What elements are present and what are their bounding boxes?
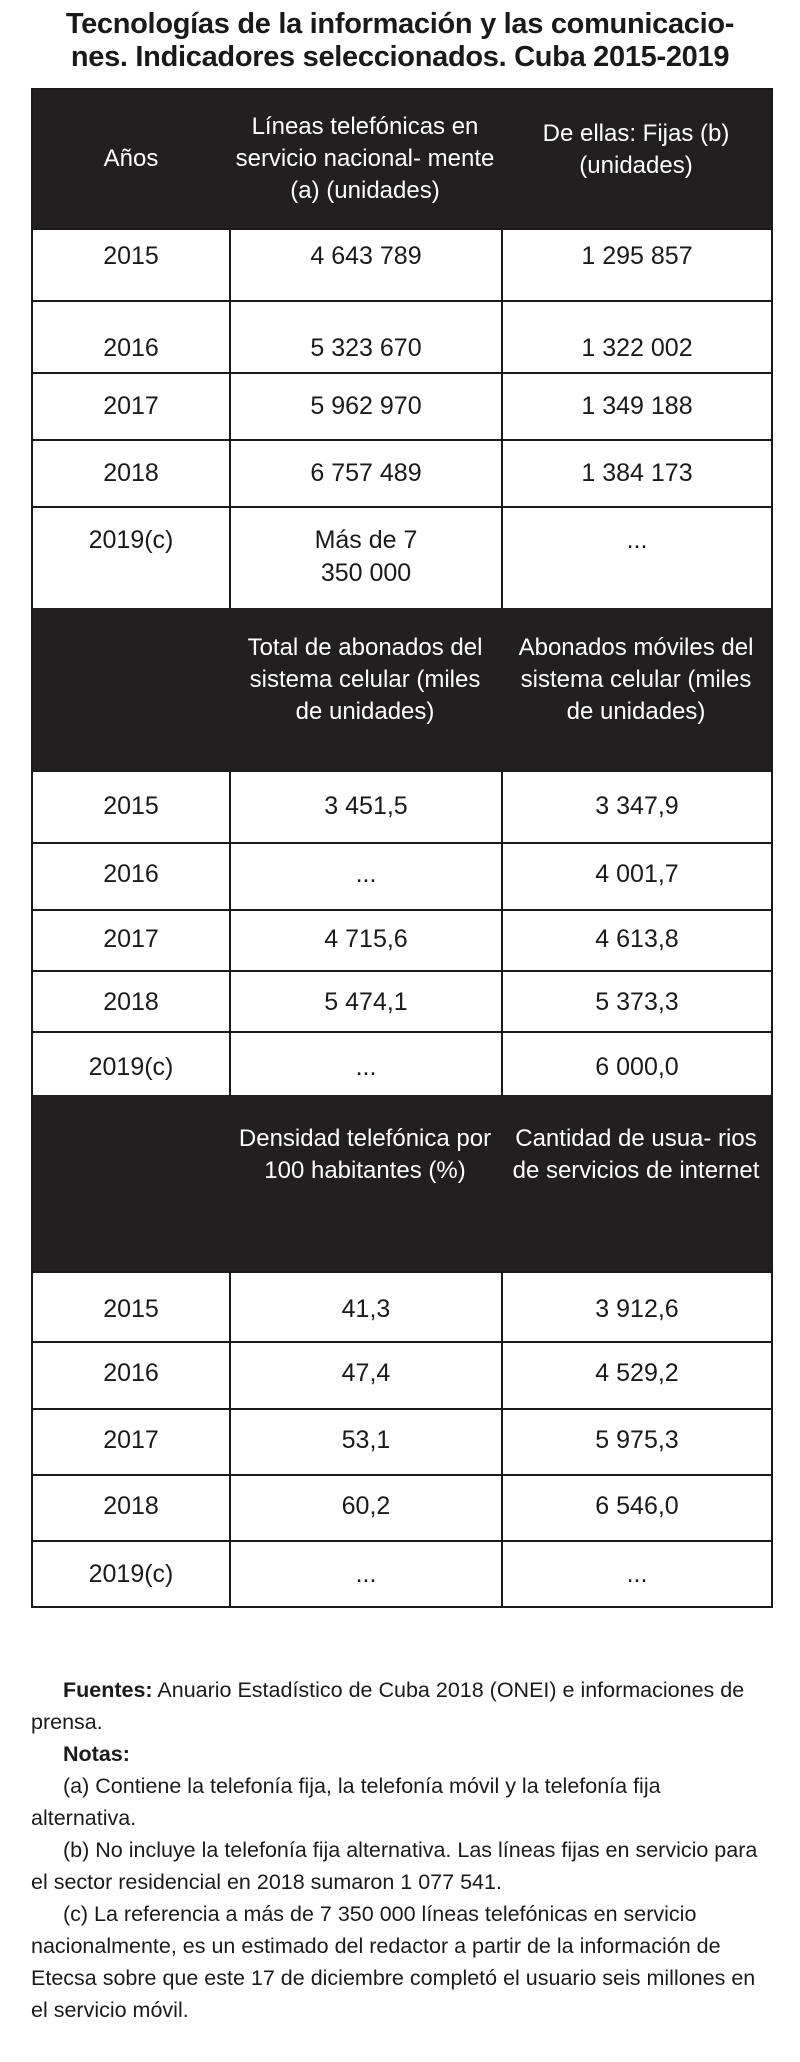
- header-total-subscribers: Total de abonados del sistema celular (miles de unidades): [247, 634, 483, 725]
- header-empty: [33, 608, 229, 770]
- row-year: 2016: [103, 1359, 159, 1387]
- row-value-b: 4 613,8: [501, 911, 771, 970]
- header-years: Años: [103, 145, 159, 172]
- row-value-b: 1 322 002: [501, 302, 771, 372]
- row-year: 2017: [103, 392, 159, 420]
- row-year: 2017: [103, 1426, 159, 1454]
- row-value-b: ...: [501, 508, 771, 608]
- footnotes: [31, 1674, 769, 2026]
- row-year: 2019(c): [88, 1053, 174, 1081]
- sources-label: Fuentes:: [63, 1678, 153, 1702]
- title-line-2: nes. Indicadores seleccionados. Cuba 2015-2019: [70, 41, 730, 73]
- sources-text: Anuario Estadístico de Cuba 2018 (ONEI) e informaciones de prensa.: [31, 1678, 745, 1734]
- row-year: 2015: [103, 1295, 159, 1323]
- table-row: [33, 1341, 771, 1408]
- indicators-table: [31, 88, 773, 1608]
- row-value-a: 41,3: [229, 1273, 501, 1341]
- row-year: 2018: [103, 988, 159, 1016]
- row-year: 2017: [103, 925, 159, 953]
- row-value-a: ...: [229, 844, 501, 909]
- row-value-b: 5 373,3: [501, 972, 771, 1031]
- table-row: [33, 300, 771, 372]
- notes-label: Notas:: [63, 1742, 130, 1766]
- table-row: [33, 1031, 771, 1095]
- row-value-b: 3 347,9: [501, 772, 771, 842]
- header-mobile-subscribers: Abonados móviles del sistema celular (miles de unidades): [518, 634, 754, 725]
- note-a: (a) Contiene la telefonía fija, la telefonía móvil y la telefonía fija alternativa.: [31, 1774, 661, 1830]
- row-value-a: ...: [229, 1033, 501, 1095]
- table-row: [33, 1271, 771, 1341]
- table-row: [33, 970, 771, 1031]
- row-value-a: 3 451,5: [229, 772, 501, 842]
- row-value-a: 5 474,1: [229, 972, 501, 1031]
- table-row: [33, 770, 771, 842]
- note-b: (b) No incluye la telefonía fija alternativa. Las líneas fijas en servicio para el sector residencial en 2018 sumaron 1 077 541.: [31, 1838, 758, 1894]
- row-value-a: 5 323 670: [229, 302, 501, 372]
- row-year: 2015: [103, 242, 159, 270]
- table-row: [33, 506, 771, 608]
- row-value-a: 6 757 489: [229, 441, 501, 506]
- notes-heading: [31, 1738, 769, 1770]
- table-row: [33, 439, 771, 506]
- page-title: [0, 8, 800, 74]
- table-row: [33, 842, 771, 909]
- row-value-a: 60,2: [229, 1476, 501, 1540]
- table-row: [33, 909, 771, 970]
- table-row: [33, 1540, 771, 1606]
- sources-note: [31, 1674, 769, 1738]
- header-total-lines: Líneas telefónicas en servicio nacional- mente (a) (unidades): [235, 113, 495, 204]
- row-year: 2019(c): [88, 1560, 174, 1588]
- header-internet-users: Cantidad de usua- rios de servicios de internet: [512, 1125, 760, 1184]
- table-header-section-1: [33, 90, 771, 228]
- row-value-a: 47,4: [229, 1343, 501, 1408]
- row-year: 2018: [103, 1492, 159, 1520]
- row-value-b: 1 295 857: [501, 230, 771, 300]
- row-value-a: 53,1: [229, 1410, 501, 1474]
- row-value-a: Más de 7 350 000: [229, 508, 501, 608]
- row-value-a: ...: [229, 1542, 501, 1606]
- row-value-b: 1 384 173: [501, 441, 771, 506]
- header-empty: [33, 1095, 229, 1271]
- row-year: 2016: [103, 334, 159, 362]
- row-year: 2019(c): [88, 526, 174, 554]
- title-line-1: Tecnologías de la información y las comunicacio-: [65, 8, 735, 40]
- table-row: [33, 1408, 771, 1474]
- row-value-b: 4 529,2: [501, 1343, 771, 1408]
- row-year: 2016: [103, 860, 159, 888]
- row-value-a: 4 643 789: [229, 230, 501, 300]
- note-c: (c) La referencia a más de 7 350 000 líneas telefónicas en servicio nacionalmente, es un estimado del redactor a partir de la información de Etecsa sobre que este 17 de diciembre completó el usuario seis millones en el servicio móvil.: [31, 1902, 756, 2022]
- row-value-a: 5 962 970: [229, 374, 501, 439]
- header-phone-density: Densidad telefónica por 100 habitantes (%): [238, 1125, 492, 1184]
- table-row: [33, 228, 771, 300]
- row-value-a: 4 715,6: [229, 911, 501, 970]
- row-value-b: 6 546,0: [501, 1476, 771, 1540]
- table-header-section-2: [33, 608, 771, 770]
- row-value-b: 6 000,0: [501, 1033, 771, 1095]
- row-year: 2015: [103, 792, 159, 820]
- header-fixed-lines: De ellas: Fijas (b) (unidades): [542, 120, 730, 179]
- row-value-b: 5 975,3: [501, 1410, 771, 1474]
- row-value-b: 1 349 188: [501, 374, 771, 439]
- row-year: 2018: [103, 459, 159, 487]
- table-row: [33, 372, 771, 439]
- table-row: [33, 1474, 771, 1540]
- row-value-b: ...: [501, 1542, 771, 1606]
- row-value-b: 3 912,6: [501, 1273, 771, 1341]
- row-value-b: 4 001,7: [501, 844, 771, 909]
- table-header-section-3: [33, 1095, 771, 1271]
